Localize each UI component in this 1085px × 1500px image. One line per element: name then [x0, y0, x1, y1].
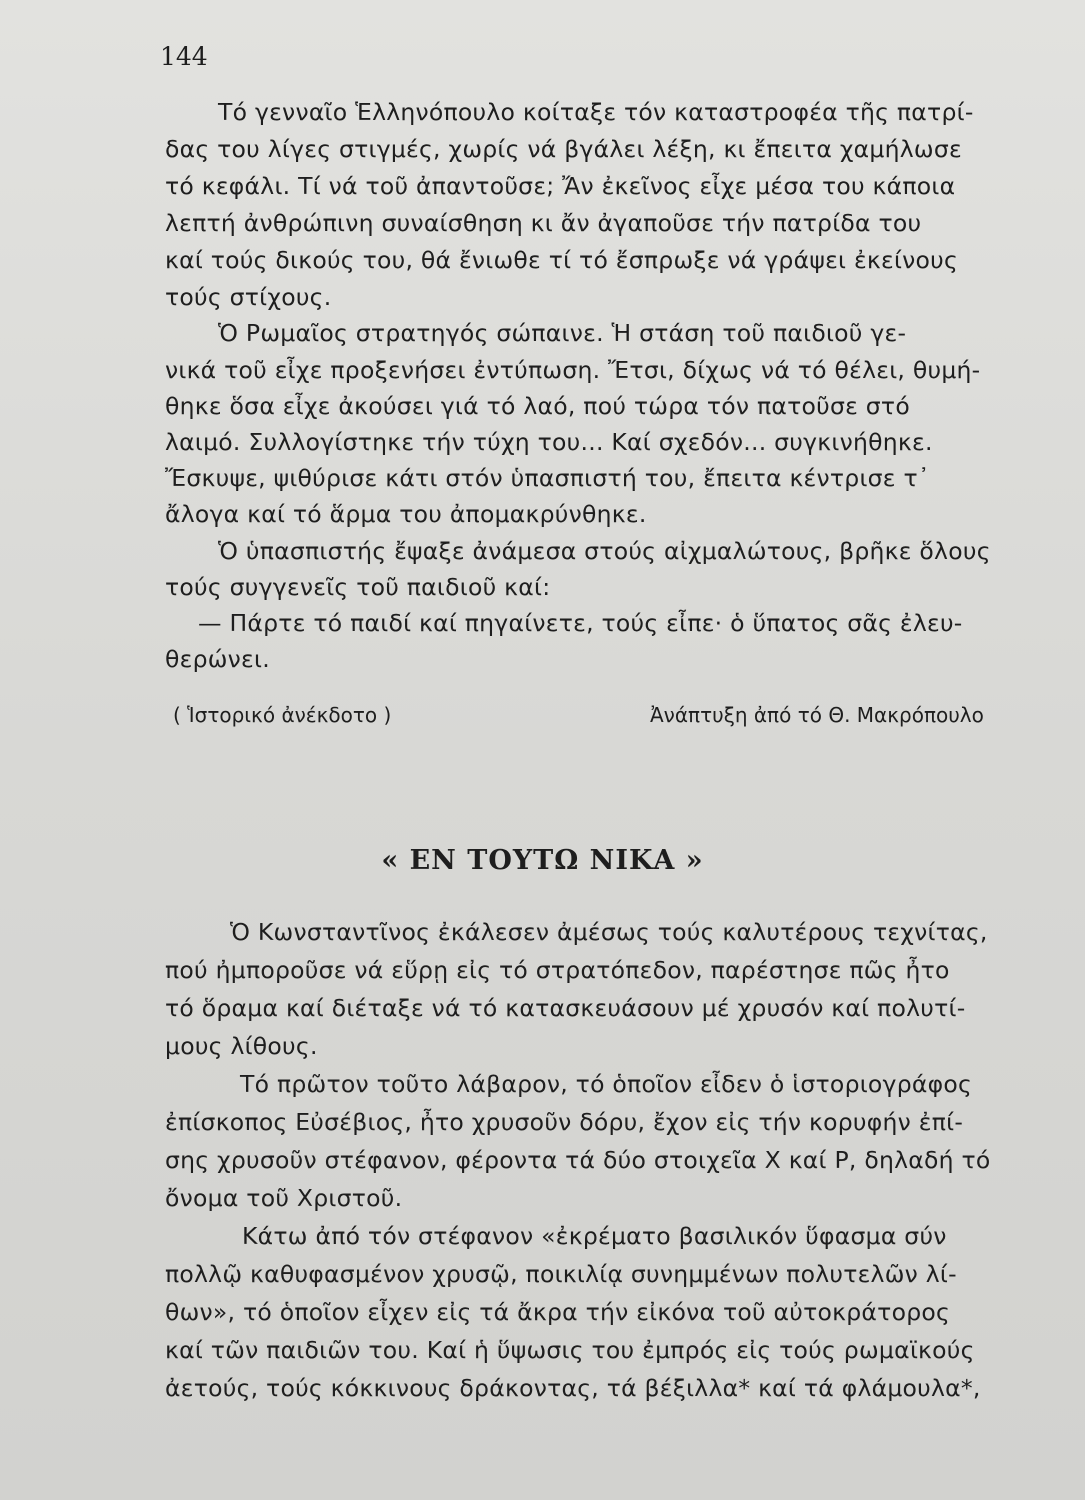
story-line: Ὁ Ρωμαῖος στρατηγός σώπαινε. Ἡ στάση τοῦ παιδιοῦ γε- — [218, 319, 907, 347]
page-number: 144 — [160, 42, 208, 71]
story-line: νικά τοῦ εἶχε προξενήσει ἐντύπωση. Ἔτσι, δίχως νά τό θέλει, θυμή- — [165, 356, 981, 384]
section-line: τό ὅραμα καί διέταξε νά τό κατασκευάσουν μέ χρυσόν καί πολυτί- — [165, 994, 966, 1022]
story-line: θερώνει. — [165, 645, 270, 673]
section-line: καί τῶν παιδιῶν του. Καί ἡ ὕψωσις του ἐμπρός εἰς τούς ρωμαϊκούς — [165, 1336, 975, 1364]
story-line: θηκε ὅσα εἶχε ἀκούσει γιά τό λαό, πού τώρα τόν πατοῦσε στό — [165, 392, 910, 420]
story-line: Τό γενναῖο Ἑλληνόπουλο κοίταξε τόν καταστροφέα τῆς πατρί- — [218, 98, 974, 126]
section-line: μους λίθους. — [165, 1032, 318, 1060]
story-line: τούς συγγενεῖς τοῦ παιδιοῦ καί: — [165, 573, 551, 601]
story-line: — Πάρτε τό παιδί καί πηγαίνετε, τούς εἶπε· ὁ ὕπατος σᾶς ἐλευ- — [198, 609, 963, 637]
story-line: ἄλογα καί τό ἅρμα του ἀπομακρύνθηκε. — [165, 500, 647, 528]
story-author-credit: Ἀνάπτυξη ἀπό τό Θ. Μακρόπουλο — [650, 703, 984, 727]
section-line: Κάτω ἀπό τόν στέφανον «ἐκρέματο βασιλικόν ὕφασμα σύν — [242, 1222, 947, 1250]
story-line: λαιμό. Συλλογίστηκε τήν τύχη του... Καί σχεδόν... συγκινήθηκε. — [165, 428, 933, 456]
section-title: « ΕΝ ΤΟΥΤΩ ΝΙΚΑ » — [381, 845, 704, 876]
story-source-label: ( Ἱστορικό ἀνέκδοτο ) — [173, 703, 392, 727]
section-line: σης χρυσοῦν στέφανον, φέροντα τά δύο στοιχεῖα Χ καί Ρ, δηλαδή τό — [165, 1146, 991, 1174]
section-line: Ὁ Κωνσταντῖνος ἐκάλεσεν ἀμέσως τούς καλυτέρους τεχνίτας, — [230, 918, 988, 946]
section-line: ἀετούς, τούς κόκκινους δράκοντας, τά βέξιλλα* καί τά φλάμουλα*, — [165, 1374, 981, 1402]
story-line: λεπτή ἀνθρώπινη συναίσθηση κι ἄν ἀγαποῦσε τήν πατρίδα του — [165, 209, 922, 237]
story-line: καί τούς δικούς του, θά ἔνιωθε τί τό ἔσπρωξε νά γράψει ἐκείνους — [165, 246, 959, 274]
section-line: θων», τό ὁποῖον εἶχεν εἰς τά ἄκρα τήν εἰκόνα τοῦ αὐτοκράτορος — [165, 1298, 951, 1326]
section-line: ὄνομα τοῦ Χριστοῦ. — [165, 1184, 403, 1212]
section-line: ἐπίσκοπος Εὐσέβιος, ἦτο χρυσοῦν δόρυ, ἔχον εἰς τήν κορυφήν ἐπί- — [165, 1108, 964, 1136]
story-line: Ὁ ὑπασπιστής ἔψαξε ἀνάμεσα στούς αἰχμαλώτους, βρῆκε ὅλους — [218, 537, 991, 565]
story-line: τό κεφάλι. Τί νά τοῦ ἀπαντοῦσε; Ἄν ἐκεῖνος εἶχε μέσα του κάποια — [165, 172, 956, 200]
story-line: δας του λίγες στιγμές, χωρίς νά βγάλει λέξη, κι ἔπειτα χαμήλωσε — [165, 135, 962, 163]
section-line: πού ἠμποροῦσε νά εὕρῃ εἰς τό στρατόπεδον, παρέστησε πῶς ἦτο — [165, 956, 950, 984]
story-line: τούς στίχους. — [165, 283, 332, 311]
story-line: Ἔσκυψε, ψιθύρισε κάτι στόν ὑπασπιστή του, ἔπειτα κέντρισε τ᾿ — [165, 464, 930, 492]
section-line: Τό πρῶτον τοῦτο λάβαρον, τό ὁποῖον εἶδεν ὁ ἱστοριογράφος — [240, 1070, 973, 1098]
section-line: πολλῷ καθυφασμένον χρυσῷ, ποικιλίᾳ συνημμένων πολυτελῶν λί- — [165, 1260, 957, 1288]
